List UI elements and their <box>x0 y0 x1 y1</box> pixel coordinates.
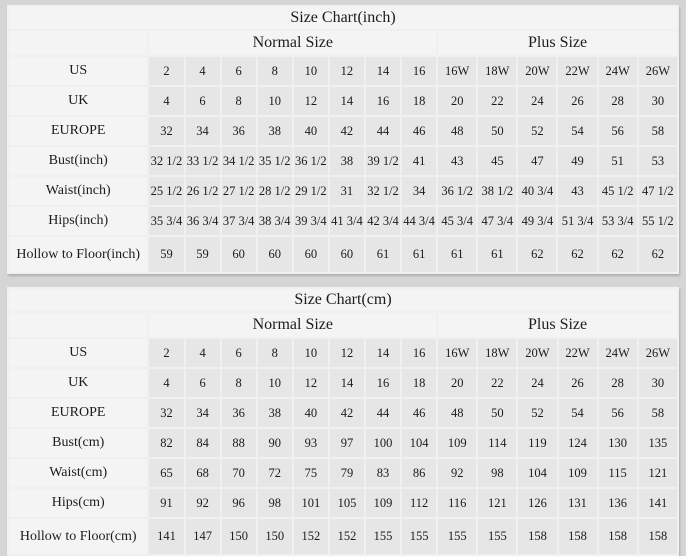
row-label: UK <box>9 87 147 115</box>
size-cell: 20 <box>438 369 476 397</box>
size-cell: 119 <box>518 429 556 457</box>
size-cell: 16W <box>438 339 476 367</box>
size-cell: 50 <box>478 399 516 427</box>
size-cell: 28 <box>599 87 637 115</box>
size-cell: 49 <box>558 147 596 175</box>
size-cell: 58 <box>639 117 677 145</box>
size-cell: 50 <box>478 117 516 145</box>
size-cell: 61 <box>366 237 400 272</box>
size-cell: 18W <box>478 57 516 85</box>
size-chart-cm-table <box>7 287 679 556</box>
row-label: Hollow to Floor(inch) <box>9 237 147 272</box>
size-cell: 4 <box>149 369 183 397</box>
size-cell: 18 <box>402 87 436 115</box>
size-cell: 32 <box>149 117 183 145</box>
size-cell: 6 <box>222 57 256 85</box>
size-cell: 42 <box>330 399 364 427</box>
size-cell: 54 <box>558 117 596 145</box>
table-row <box>9 117 677 145</box>
size-cell: 60 <box>258 237 292 272</box>
table-row <box>9 207 677 235</box>
size-cell: 14 <box>330 87 364 115</box>
size-cell: 45 3/4 <box>438 207 476 235</box>
size-cell: 22 <box>478 369 516 397</box>
size-cell: 36 3/4 <box>186 207 220 235</box>
size-cell: 105 <box>330 489 364 517</box>
size-cell: 14 <box>366 57 400 85</box>
size-cell: 48 <box>438 117 476 145</box>
row-label: EUROPE <box>9 399 147 427</box>
size-cell: 130 <box>599 429 637 457</box>
table-row <box>9 429 677 457</box>
size-cell: 20W <box>518 339 556 367</box>
table-row <box>9 147 677 175</box>
size-cell: 36 1/2 <box>438 177 476 205</box>
size-cell: 59 <box>149 237 183 272</box>
size-cell: 104 <box>402 429 436 457</box>
row-label: EUROPE <box>9 117 147 145</box>
size-cell: 141 <box>149 519 183 554</box>
size-cell: 22 <box>478 87 516 115</box>
size-cell: 92 <box>438 459 476 487</box>
size-cell: 158 <box>639 519 677 554</box>
size-cell: 30 <box>639 87 677 115</box>
size-cell: 91 <box>149 489 183 517</box>
size-cell: 26W <box>639 339 677 367</box>
size-cell: 158 <box>518 519 556 554</box>
row-label: Hollow to Floor(cm) <box>9 519 147 554</box>
size-cell: 147 <box>186 519 220 554</box>
size-cell: 2 <box>149 57 183 85</box>
size-cell: 47 1/2 <box>639 177 677 205</box>
size-cell: 52 <box>518 399 556 427</box>
size-cell: 30 <box>639 369 677 397</box>
size-cell: 35 1/2 <box>258 147 292 175</box>
size-cell: 26 1/2 <box>186 177 220 205</box>
size-cell: 20 <box>438 87 476 115</box>
size-cell: 6 <box>186 87 220 115</box>
size-cell: 27 1/2 <box>222 177 256 205</box>
size-cell: 150 <box>258 519 292 554</box>
size-cell: 60 <box>294 237 328 272</box>
size-cell: 60 <box>330 237 364 272</box>
row-label: US <box>9 57 147 85</box>
size-cell: 24W <box>599 339 637 367</box>
size-cell: 16 <box>402 57 436 85</box>
size-cell: 4 <box>186 339 220 367</box>
size-cell: 131 <box>559 489 597 517</box>
row-label: Hips(cm) <box>9 489 147 517</box>
size-cell: 45 <box>478 147 516 175</box>
size-cell: 40 3/4 <box>518 177 556 205</box>
size-cell: 12 <box>294 87 328 115</box>
table-row <box>9 369 677 397</box>
size-cell: 48 <box>438 399 476 427</box>
size-cell: 96 <box>222 489 256 517</box>
size-cell: 62 <box>639 237 677 272</box>
size-cell: 126 <box>518 489 556 517</box>
size-cell: 16 <box>366 369 400 397</box>
size-cell: 40 <box>294 399 328 427</box>
size-cell: 32 <box>149 399 183 427</box>
size-cell: 136 <box>599 489 637 517</box>
size-cell: 116 <box>438 489 476 517</box>
size-cell: 82 <box>149 429 183 457</box>
size-cell: 47 3/4 <box>478 207 516 235</box>
size-cell: 46 <box>402 399 436 427</box>
size-cell: 97 <box>330 429 364 457</box>
size-cell: 135 <box>639 429 677 457</box>
corner-cell <box>9 31 147 55</box>
size-cell: 39 3/4 <box>294 207 328 235</box>
size-cell: 41 <box>402 147 436 175</box>
size-cell: 16 <box>402 339 436 367</box>
size-cell: 32 1/2 <box>366 177 400 205</box>
size-cell: 109 <box>438 429 476 457</box>
size-cell: 36 <box>222 117 256 145</box>
size-chart-section-cm <box>7 287 679 556</box>
size-cell: 34 1/2 <box>222 147 256 175</box>
size-cell: 22W <box>559 339 597 367</box>
group-header: Plus Size <box>438 313 677 337</box>
size-cell: 34 <box>186 117 220 145</box>
size-cell: 6 <box>222 339 256 367</box>
size-cell: 52 <box>518 117 556 145</box>
size-cell: 44 <box>366 117 400 145</box>
row-label: UK <box>9 369 147 397</box>
size-cell: 53 <box>639 147 677 175</box>
size-cell: 152 <box>330 519 364 554</box>
size-cell: 22W <box>558 57 596 85</box>
size-cell: 155 <box>366 519 400 554</box>
size-cell: 24 <box>518 369 556 397</box>
size-cell: 8 <box>258 57 292 85</box>
size-cell: 62 <box>518 237 556 272</box>
size-cell: 62 <box>599 237 637 272</box>
size-cell: 158 <box>559 519 597 554</box>
size-cell: 155 <box>478 519 516 554</box>
size-cell: 38 <box>258 117 292 145</box>
size-cell: 56 <box>599 117 637 145</box>
size-cell: 26W <box>639 57 677 85</box>
size-cell: 20W <box>518 57 556 85</box>
table-row <box>9 489 677 517</box>
size-cell: 72 <box>258 459 292 487</box>
size-cell: 109 <box>366 489 400 517</box>
row-label: Bust(inch) <box>9 147 147 175</box>
size-cell: 25 1/2 <box>149 177 183 205</box>
size-cell: 115 <box>599 459 637 487</box>
size-cell: 38 <box>258 399 292 427</box>
table-row <box>9 339 677 367</box>
size-cell: 8 <box>222 369 256 397</box>
size-chart-section-inch <box>7 5 679 274</box>
group-header: Normal Size <box>149 313 436 337</box>
size-cell: 16W <box>438 57 476 85</box>
size-cell: 34 <box>402 177 436 205</box>
size-cell: 65 <box>149 459 183 487</box>
size-cell: 12 <box>294 369 328 397</box>
size-cell: 75 <box>294 459 328 487</box>
table-title: Size Chart(inch) <box>9 7 677 29</box>
size-cell: 51 <box>599 147 637 175</box>
group-header: Normal Size <box>149 31 436 55</box>
size-cell: 98 <box>478 459 516 487</box>
table-row <box>9 177 677 205</box>
size-cell: 61 <box>438 237 476 272</box>
size-cell: 93 <box>294 429 328 457</box>
row-label: Bust(cm) <box>9 429 147 457</box>
size-cell: 61 <box>402 237 436 272</box>
size-cell: 31 <box>330 177 364 205</box>
size-cell: 61 <box>478 237 516 272</box>
size-cell: 47 <box>518 147 556 175</box>
size-cell: 68 <box>186 459 220 487</box>
size-cell: 6 <box>186 369 220 397</box>
size-cell: 4 <box>186 57 220 85</box>
size-cell: 10 <box>258 369 292 397</box>
size-cell: 101 <box>294 489 328 517</box>
size-cell: 83 <box>366 459 400 487</box>
size-cell: 42 <box>330 117 364 145</box>
size-cell: 8 <box>222 87 256 115</box>
size-cell: 121 <box>478 489 516 517</box>
size-cell: 53 3/4 <box>599 207 637 235</box>
size-cell: 44 <box>366 399 400 427</box>
table-row <box>9 57 677 85</box>
size-cell: 8 <box>258 339 292 367</box>
size-cell: 84 <box>186 429 220 457</box>
size-cell: 12 <box>330 57 364 85</box>
row-label: US <box>9 339 147 367</box>
row-label: Hips(inch) <box>9 207 147 235</box>
size-cell: 46 <box>402 117 436 145</box>
row-label: Waist(inch) <box>9 177 147 205</box>
size-cell: 56 <box>599 399 637 427</box>
size-cell: 4 <box>149 87 183 115</box>
size-cell: 18 <box>402 369 436 397</box>
table-title: Size Chart(cm) <box>9 289 677 311</box>
table-row <box>9 459 677 487</box>
size-cell: 141 <box>639 489 677 517</box>
corner-cell <box>9 313 147 337</box>
size-cell: 24 <box>518 87 556 115</box>
size-cell: 38 <box>330 147 364 175</box>
size-cell: 62 <box>558 237 596 272</box>
size-cell: 49 3/4 <box>518 207 556 235</box>
size-cell: 24W <box>599 57 637 85</box>
size-cell: 16 <box>366 87 400 115</box>
size-cell: 10 <box>294 57 328 85</box>
size-cell: 100 <box>366 429 400 457</box>
size-chart-inch-table <box>7 5 679 274</box>
size-cell: 86 <box>402 459 436 487</box>
size-cell: 44 3/4 <box>402 207 436 235</box>
size-cell: 42 3/4 <box>366 207 400 235</box>
size-cell: 43 <box>438 147 476 175</box>
size-cell: 54 <box>559 399 597 427</box>
size-cell: 10 <box>294 339 328 367</box>
size-cell: 40 <box>294 117 328 145</box>
size-cell: 70 <box>222 459 256 487</box>
size-cell: 32 1/2 <box>149 147 183 175</box>
size-cell: 39 1/2 <box>366 147 400 175</box>
size-cell: 152 <box>294 519 328 554</box>
size-cell: 37 3/4 <box>222 207 256 235</box>
size-cell: 29 1/2 <box>294 177 328 205</box>
size-cell: 98 <box>258 489 292 517</box>
size-cell: 92 <box>186 489 220 517</box>
size-cell: 90 <box>258 429 292 457</box>
size-cell: 124 <box>559 429 597 457</box>
size-cell: 155 <box>438 519 476 554</box>
size-cell: 45 1/2 <box>599 177 637 205</box>
size-cell: 28 1/2 <box>258 177 292 205</box>
size-cell: 112 <box>402 489 436 517</box>
table-row <box>9 519 677 554</box>
size-cell: 158 <box>599 519 637 554</box>
size-cell: 114 <box>478 429 516 457</box>
size-cell: 38 3/4 <box>258 207 292 235</box>
size-cell: 60 <box>222 237 256 272</box>
size-cell: 79 <box>330 459 364 487</box>
size-cell: 35 3/4 <box>149 207 183 235</box>
size-cell: 38 1/2 <box>478 177 516 205</box>
size-cell: 43 <box>558 177 596 205</box>
size-cell: 104 <box>518 459 556 487</box>
size-cell: 36 <box>222 399 256 427</box>
size-cell: 41 3/4 <box>330 207 364 235</box>
table-row <box>9 237 677 272</box>
size-cell: 26 <box>558 87 596 115</box>
size-cell: 51 3/4 <box>558 207 596 235</box>
size-cell: 121 <box>639 459 677 487</box>
size-cell: 36 1/2 <box>294 147 328 175</box>
size-cell: 28 <box>599 369 637 397</box>
size-cell: 10 <box>258 87 292 115</box>
size-cell: 88 <box>222 429 256 457</box>
table-row <box>9 87 677 115</box>
size-cell: 18W <box>478 339 516 367</box>
group-header: Plus Size <box>438 31 677 55</box>
size-cell: 150 <box>222 519 256 554</box>
row-label: Waist(cm) <box>9 459 147 487</box>
size-cell: 155 <box>402 519 436 554</box>
size-cell: 109 <box>559 459 597 487</box>
size-cell: 34 <box>186 399 220 427</box>
size-cell: 14 <box>330 369 364 397</box>
size-cell: 59 <box>186 237 220 272</box>
size-cell: 55 1/2 <box>639 207 677 235</box>
size-cell: 58 <box>639 399 677 427</box>
size-cell: 14 <box>366 339 400 367</box>
size-cell: 12 <box>330 339 364 367</box>
size-cell: 26 <box>559 369 597 397</box>
size-cell: 2 <box>149 339 183 367</box>
table-row <box>9 399 677 427</box>
size-cell: 33 1/2 <box>186 147 220 175</box>
